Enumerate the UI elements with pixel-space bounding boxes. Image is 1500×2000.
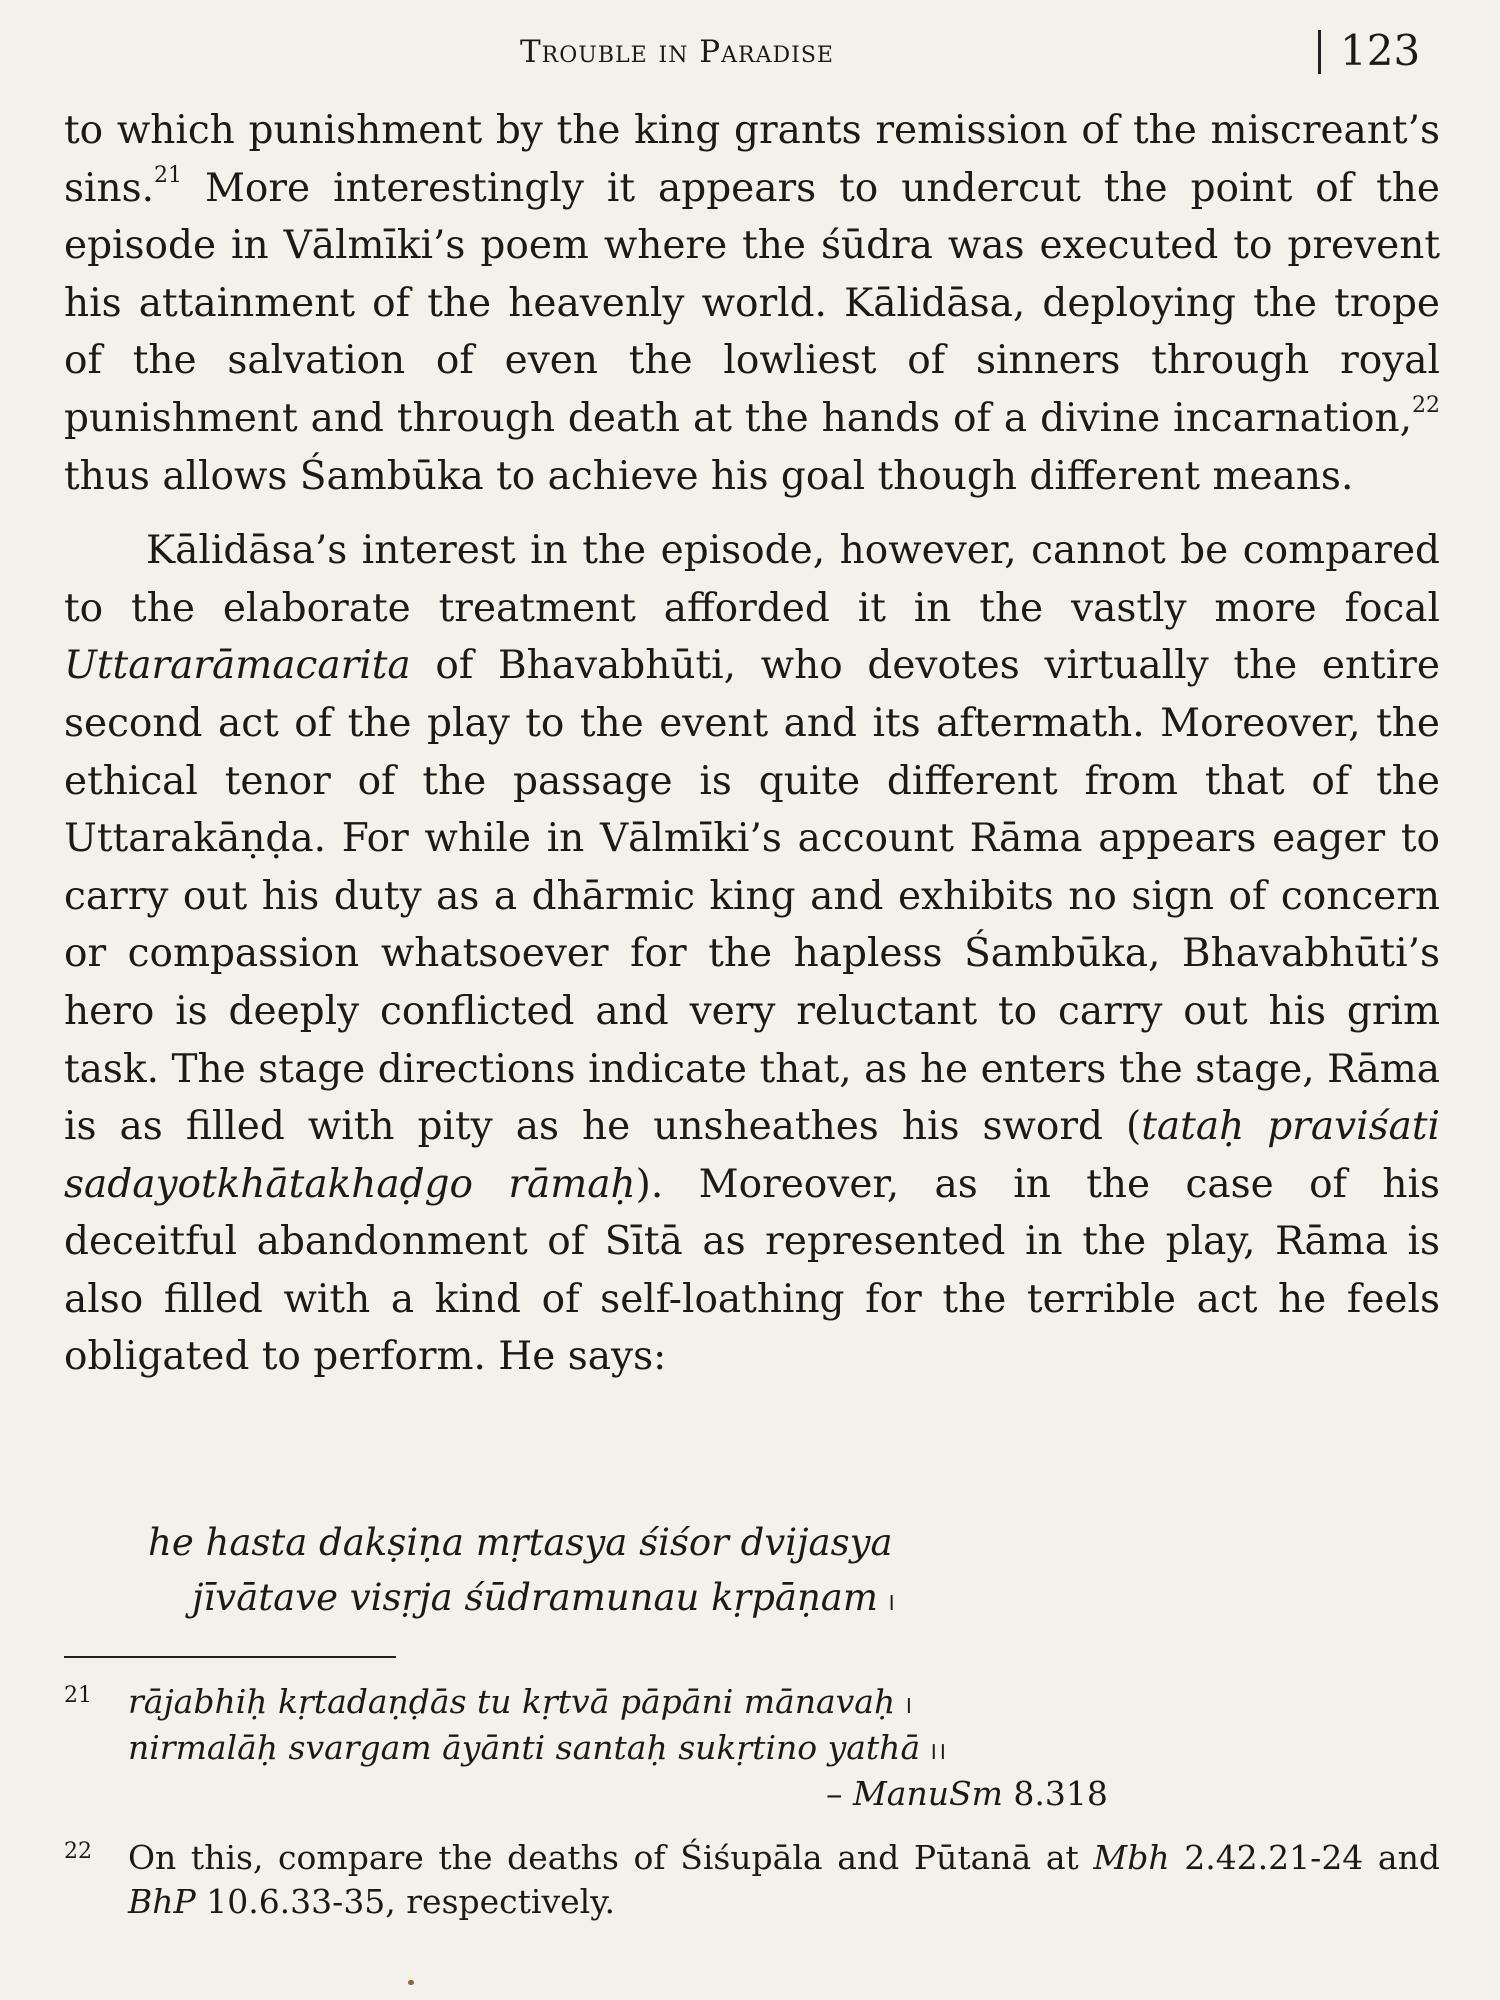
footnote-mark: 22: [64, 1839, 92, 1864]
danda-mark: ।: [885, 1588, 896, 1616]
footnote-verse-line-1: rājabhiḥ kṛtadaṇḍās tu kṛtvā pāpāni mānavaḥ ।: [128, 1682, 913, 1721]
header-divider: [1318, 30, 1321, 74]
verse-line-1: he hasta dakṣiṇa mṛtasya śiśor dvijasya: [148, 1521, 893, 1564]
sanskrit-quote: tataḥ praviśati sadayotkhātakhaḍgo rāmaḥ: [64, 1104, 1440, 1207]
footnote-divider: [64, 1656, 396, 1658]
footnote-source: – ManuSm 8.318: [826, 1774, 1108, 1813]
footnote-ref-22[interactable]: 22: [1412, 392, 1440, 418]
body-text: [64, 102, 1440, 1386]
running-title: Trouble in Paradise: [520, 34, 834, 70]
footnote-text: On this, compare the deaths of Śiśupāla and Pūtanā at Mbh 2.42.21-24 and BhP 10.6.33-35, respectively.: [128, 1838, 1440, 1921]
work-title: Uttararāmacarita: [64, 643, 411, 689]
verse-quote: [148, 1515, 895, 1630]
footnote-ref-21[interactable]: 21: [154, 162, 183, 188]
paragraph-1: to which punishment by the king grants remission of the miscreant’s sins.$^{21}$ More interestingly it appears to undercut the point of the episode in Vālmīki’s poem where the śūdra was executed to prevent his attainment of the heavenly world. Kālidāsa, deploying the trope of the salvation of even the lowliest of sinners through royal punishment and through death at the hands of a divine incarnation,$^{22}$ thus allows Śambūka to achieve his goal though different means.: [64, 108, 1440, 499]
print-speck: [408, 1980, 414, 1985]
running-head: [0, 24, 1500, 80]
page-number: 123: [1340, 26, 1421, 75]
verse-line-2: jīvātave visṛja śūdramunau kṛpāṇam ।: [192, 1576, 896, 1619]
paragraph-2: Kālidāsa’s interest in the episode, however, cannot be compared to the elaborate treatment afforded it in the vastly more focal Uttararāmacarita of Bhavabhūti, who devotes virtually the entire second act of the play to the event and its aftermath. Moreover, the ethical tenor of the passage is quite different from that of the Uttarakāṇḍa. For while in Vālmīki’s account Rāma appears eager to carry out his duty as a dhārmic king and exhibits no sign of concern or compassion whatsoever for the hapless Śambūka, Bhavabhūti’s hero is deeply conflicted and very reluctant to carry out his grim task. The stage directions indicate that, as he enters the stage, Rāma is as filled with pity as he unsheathes his sword (tataḥ praviśati sadayotkhātakhaḍgo rāmaḥ). Moreover, as in the case of his deceitful abandonment of Sītā as represented in the play, Rāma is also filled with a kind of self-loathing for the terrible act he feels obligated to perform. He says:: [64, 528, 1440, 1380]
footnote-mark: 21: [64, 1683, 92, 1708]
footnote-verse-line-2: nirmalāḥ svargam āyānti santaḥ sukṛtino yathā ।।: [128, 1728, 947, 1767]
